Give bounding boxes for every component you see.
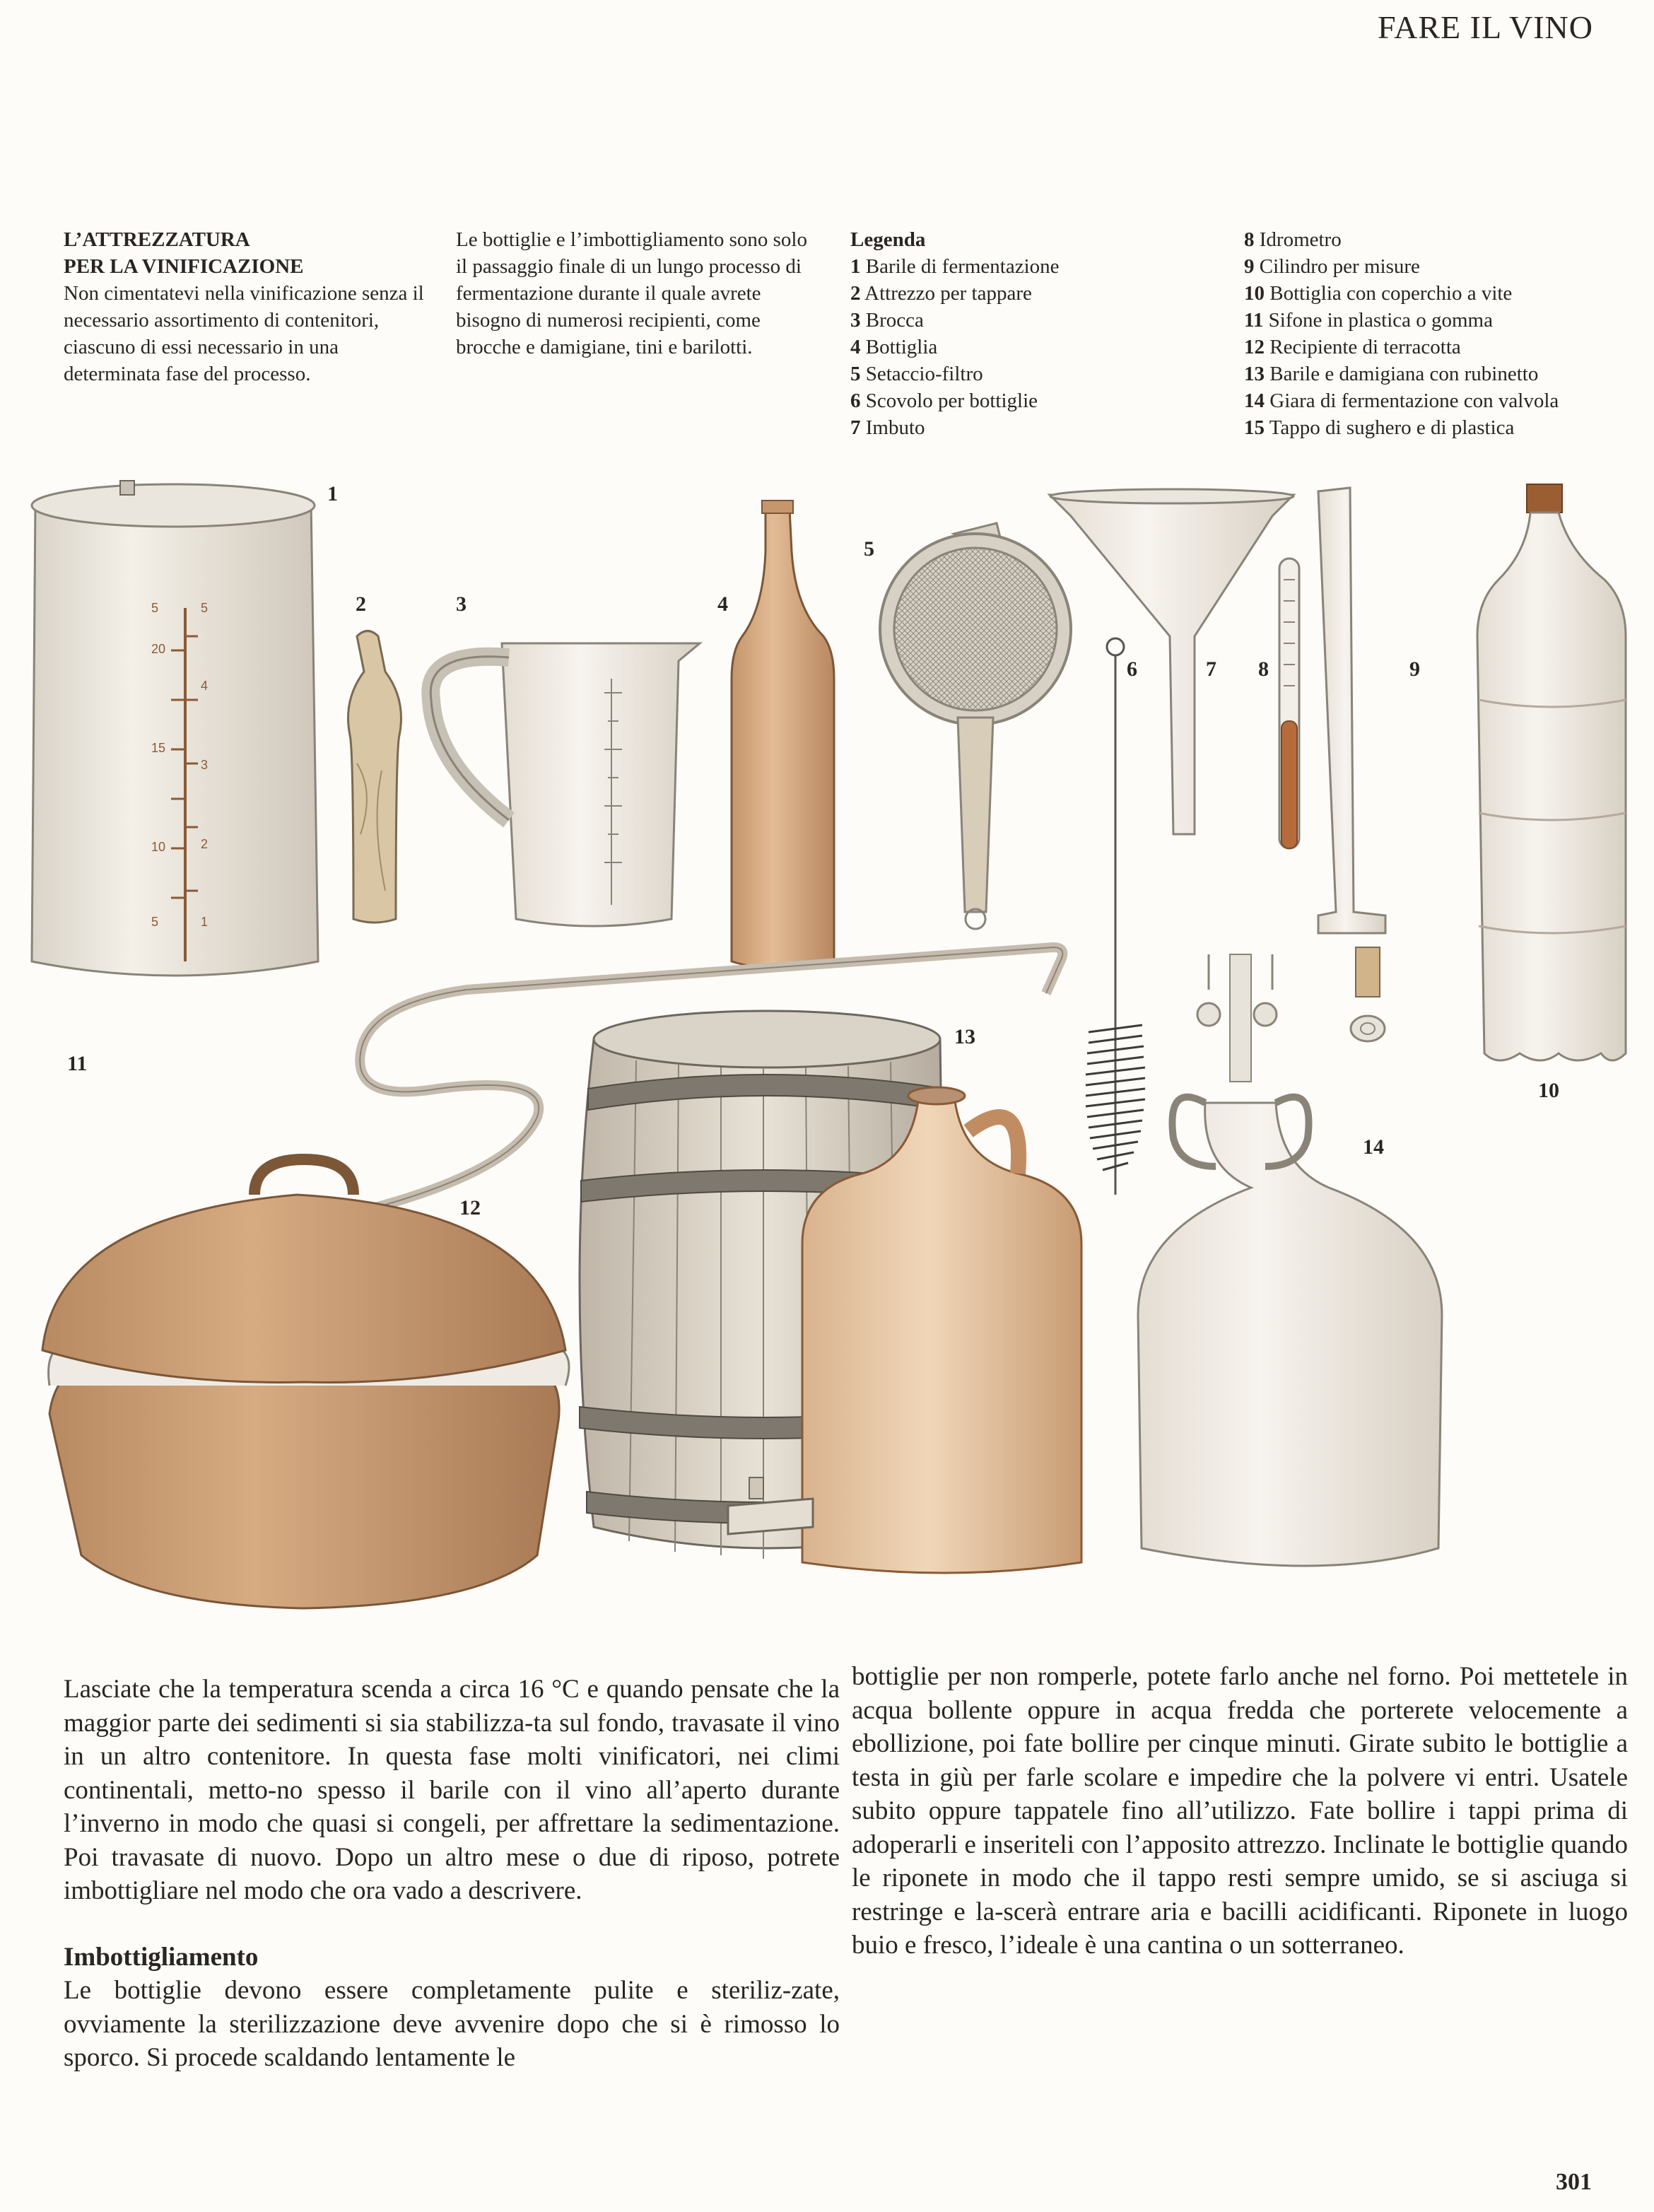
body-column-right [852, 1662, 1628, 1962]
bucket-scale-label: 5 [151, 601, 159, 615]
body-paragraph: Lasciate che la temperatura scenda a circa 16 °C e quando pensate che la maggior parte dei sedimenti si sia stabilizza-ta sul fondo, travasate il vino in un altro contenitore. In questa fase molti vinificatori, nei climi continentali, metto-no spesso il barile con il vino all’aperto durante l’inverno in modo che quasi si congeli, per affrettare la sedimentazione. Poi travasate di nuovo. Dopo un altro mese o due di riposo, potrete imbottigliare nel modo che ora vado a descrivere. [64, 1675, 840, 1905]
bucket-scale-label: 3 [201, 758, 209, 772]
bucket-scale-label: 20 [151, 642, 166, 656]
bucket-scale-label: 10 [151, 840, 166, 854]
section-heading: Imbottigliamento [64, 1942, 259, 1972]
bucket-scale-label: 5 [151, 915, 159, 929]
measuring-cylinder [1318, 488, 1385, 933]
callout-10: 10 [1538, 1079, 1559, 1102]
body-paragraph: bottiglie per non romperle, potete farlo anche nel forno. Poi mettetele in acqua bollente oppure in acqua fredda che porterete velocemente a ebollizione, poi fate bollire per cinque minuti. Girate subito le bottiglie a testa in giù per farle scolare e impedire che la polvere vi entri. Usatele subito oppure tappatele fino all’utilizzo. Fate bollire i tappi prima di adoperarli e inseriteli con l’apposito attrezzo. Inclinate le bottiglie quando le riponete in modo che il tappo resti sempre umido, se si asciuga si restringe e la-scerà entrare aria e bacilli acidificanti. Riponete in luogo buio e fresco, l’ideale è una cantina o un sotterraneo. [852, 1662, 1628, 1960]
bucket-scale-label: 4 [201, 679, 209, 693]
legend-column-b [1244, 226, 1640, 441]
intro-title-line2: PER LA VINIFICAZIONE [64, 255, 304, 278]
equipment-illustration [0, 467, 1654, 1640]
page-number: 301 [1556, 2169, 1592, 2195]
equipment-drawing [0, 467, 1654, 1640]
callout-9: 9 [1409, 657, 1420, 681]
body-column-left [64, 1673, 840, 2075]
wine-bottle [732, 501, 834, 969]
sieve-filter [880, 523, 1071, 929]
legend-item: 15 Tappo di sughero e di plastica [1244, 416, 1515, 439]
legend-item: 5 Setaccio-filtro [850, 363, 983, 385]
bucket-scale-label: 2 [201, 837, 209, 851]
intro-title-line1: L’ATTREZZATURA [64, 228, 250, 251]
cork-and-plastic-stoppers [1351, 947, 1385, 1041]
callout-4: 4 [717, 592, 728, 616]
legend-item: 4 Bottiglia [850, 336, 938, 358]
fermentation-jar-with-valve [1138, 954, 1442, 1566]
bucket-scale-label: 5 [201, 601, 209, 615]
callout-7: 7 [1206, 657, 1216, 681]
legend-item: 7 Imbuto [850, 416, 925, 439]
callout-2: 2 [356, 592, 366, 616]
legend-column-a [850, 226, 1246, 441]
legend-item: 1 Barile di fermentazione [850, 255, 1060, 278]
intro2-text: Le bottiglie e l’imbottigliamento sono solo il passaggio finale di un lungo processo di fermentazione durante il quale avrete bisogno di numerosi recipienti, come brocche e damigiane, tini e barilotti. [456, 228, 807, 358]
legend-item: 3 Brocca [850, 309, 924, 332]
bucket-scale-label: 1 [201, 915, 209, 929]
callout-13: 13 [954, 1025, 975, 1048]
terracotta-crock [42, 1159, 569, 1608]
bottle-brush [1086, 638, 1145, 1195]
callout-1: 1 [327, 482, 338, 505]
callout-14: 14 [1363, 1135, 1384, 1159]
legend-item: 6 Scovolo per bottiglie [850, 390, 1038, 412]
callout-11: 11 [67, 1052, 88, 1075]
callout-3: 3 [456, 592, 467, 616]
corker-tool [348, 631, 401, 923]
body-paragraph: Le bottiglie devono essere completamente pulite e steriliz-zate, ovviamente la sterilizzazione deve avvenire dopo che si è rimosso lo sporco. Si procede scaldando lentamente le [64, 1976, 840, 2072]
callout-12: 12 [459, 1196, 481, 1219]
legend-item: 11 Sifone in plastica o gomma [1244, 309, 1493, 332]
callout-8: 8 [1258, 657, 1269, 681]
measuring-jug [430, 643, 700, 926]
plastic-bottle [1477, 484, 1626, 1060]
bucket-scale-label: 15 [151, 741, 166, 755]
hydrometer [1279, 558, 1299, 848]
legend-item: 10 Bottiglia con coperchio a vite [1244, 282, 1513, 305]
legend-item: 12 Recipiente di terracotta [1244, 336, 1461, 358]
legend-item: 9 Cilindro per misure [1244, 255, 1420, 278]
callout-5: 5 [864, 537, 874, 561]
legend-item: 8 Idrometro [1244, 228, 1342, 251]
funnel [1050, 489, 1294, 834]
intro-column [64, 226, 431, 387]
running-title: FARE IL VINO [1377, 9, 1593, 45]
legend-item: 13 Barile e damigiana con rubinetto [1244, 363, 1539, 385]
callout-6: 6 [1127, 657, 1137, 681]
fermentation-barrel [32, 481, 318, 976]
legend-item: 14 Giara di fermentazione con valvola [1244, 390, 1559, 412]
legend-item: 2 Attrezzo per tappare [850, 282, 1032, 305]
intro2-column [456, 226, 823, 361]
legend-title: Legenda [850, 228, 926, 251]
intro-text: Non cimentatevi nella vinificazione senza il necessario assortimento di contenitori, ciascuno di essi necessario in una determinata fase del processo. [64, 282, 424, 385]
